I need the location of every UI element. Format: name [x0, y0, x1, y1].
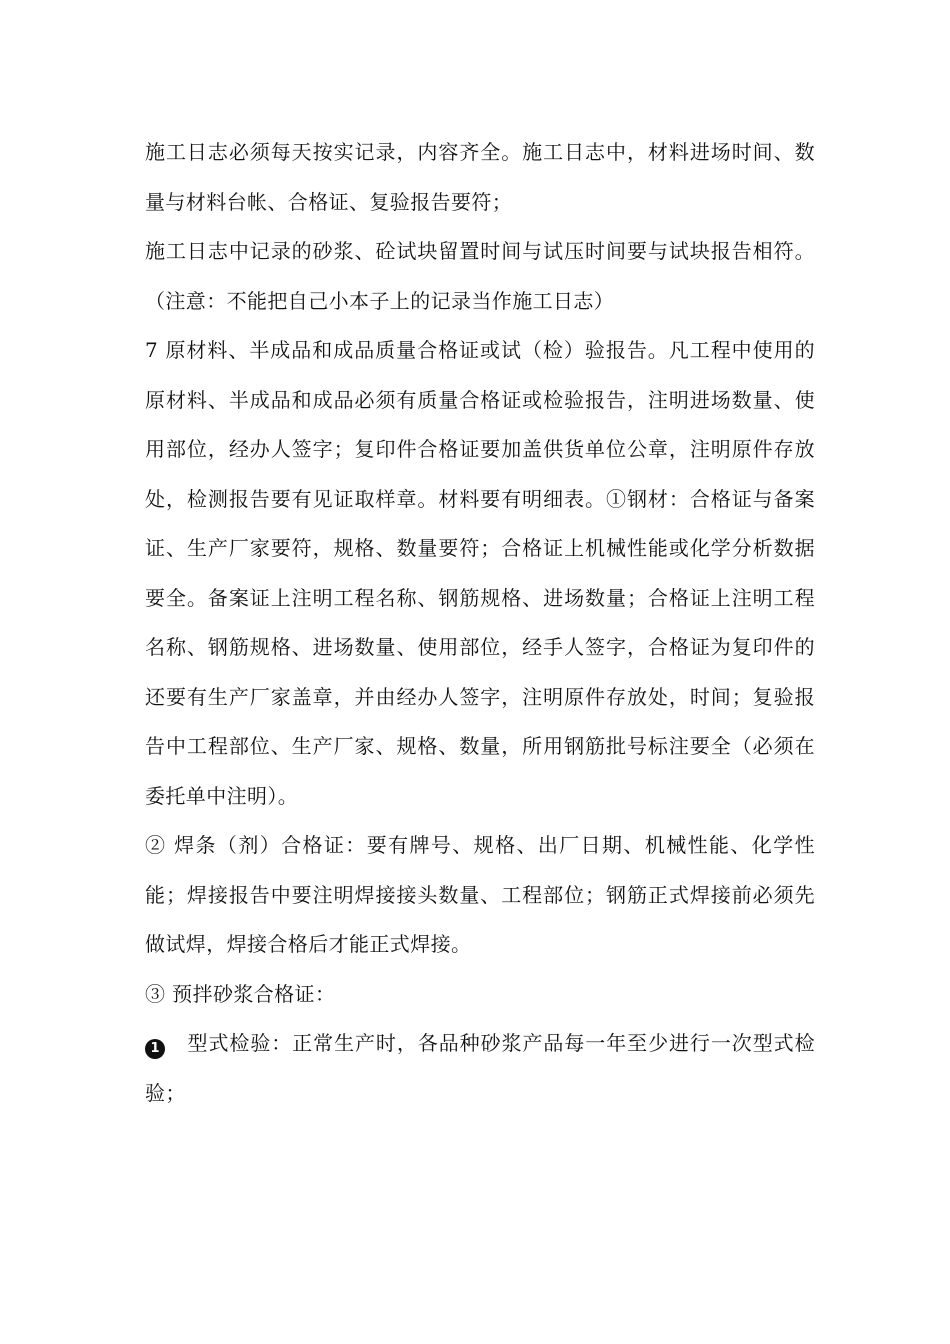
paragraph-material-certificates: 7 原材料、半成品和成品质量合格证或试（检）验报告。凡工程中使用的原材料、半成品和成品必须有质量合格证或检验报告，注明进场数量、使用部位，经办人签字；复印件合格证要加盖供货单位公章，注明原件存放处，检测报告要有见证取样章。材料要有明细表。①钢材：合格证与备案证、生产厂家要符，规格、数量要符；合格证上机械性能或化学分析数据要全。备案证上注明工程名称、钢筋规格、进场数量；合格证上注明工程名称、钢筋规格、进场数量、使用部位，经手人签字，合格证为复印件的还要有生产厂家盖章，并由经办人签字，注明原件存放处，时间；复验报告中工程部位、生产厂家、规格、数量，所用钢筋批号标注要全（必须在委托单中注明）。: [145, 338, 815, 808]
paragraph-welding-certificate: ② 焊条（剂）合格证：要有牌号、规格、出厂日期、机械性能、化学性能；焊接报告中要注明焊接接头数量、工程部位；钢筋正式焊接前必须先做试焊，焊接合格后才能正式焊接。: [145, 833, 815, 956]
paragraph-mortar-certificate: ③ 预拌砂浆合格证：: [145, 981, 336, 1006]
bullet-item-text: 型式检验：正常生产时，各品种砂浆产品每一年至少进行一次型式检验；: [145, 1031, 815, 1105]
filled-circle-number-icon: 1: [145, 1039, 165, 1059]
paragraph-test-block-record: 施工日志中记录的砂浆、砼试块留置时间与试压时间要与试块报告相符。（注意：不能把自己小本子上的记录当作施工日志）: [145, 239, 815, 313]
bullet-item-type-inspection: [145, 1019, 815, 1118]
paragraph-construction-log: 施工日志必须每天按实记录，内容齐全。施工日志中，材料进场时间、数量与材料台帐、合格证、复验报告要符；: [145, 140, 815, 214]
document-body: [145, 128, 815, 1118]
